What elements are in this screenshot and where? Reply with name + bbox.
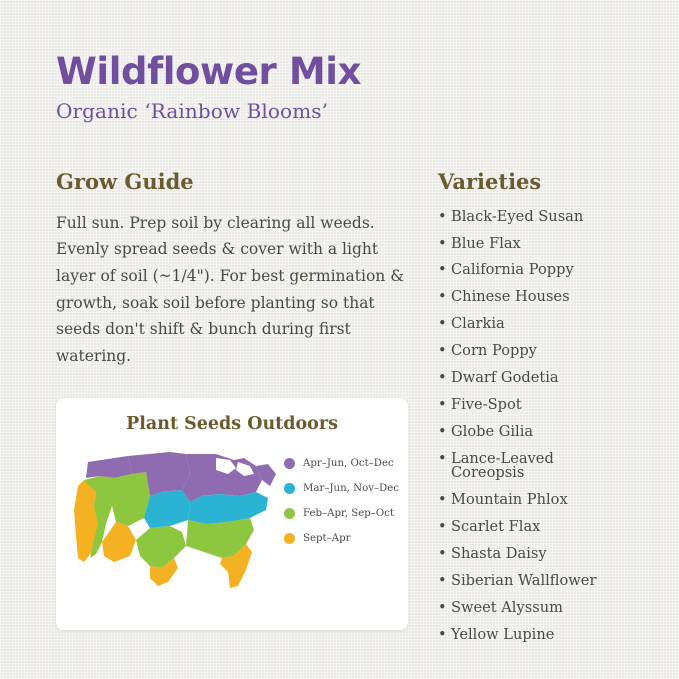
list-item: • Siberian Wallflower: [438, 574, 623, 601]
planting-map-card: [56, 398, 408, 630]
list-item: • Blue Flax: [438, 237, 623, 264]
page-subtitle: Organic ‘Rainbow Blooms’: [56, 98, 329, 123]
legend-item: [284, 483, 399, 494]
list-item: • Chinese Houses: [438, 290, 623, 317]
legend-label: Sept–Apr: [303, 532, 351, 544]
legend-item: [284, 508, 399, 519]
content-columns: [56, 169, 623, 655]
legend-color-swatch-blue: [284, 483, 295, 494]
legend-label: Feb–Apr, Sep–Oct: [303, 507, 395, 519]
legend-label: Mar–Jun, Nov–Dec: [303, 482, 399, 494]
list-item: • California Poppy: [438, 263, 623, 290]
list-item: • Dwarf Godetia: [438, 371, 623, 398]
list-item: • Five-Spot: [438, 398, 623, 425]
legend-item: [284, 533, 399, 544]
page-title: Wildflower Mix: [56, 50, 362, 93]
legend-item: [284, 458, 399, 469]
list-item: • Lance-Leaved Coreopsis: [438, 452, 623, 493]
grow-guide-column: [56, 169, 408, 655]
legend-color-swatch-purple: [284, 458, 295, 469]
legend-color-swatch-yellow: [284, 533, 295, 544]
map-body: [56, 440, 408, 605]
grow-guide-body: Full sun. Prep soil by clearing all weeds. Evenly spread seeds & cover with a light layer of soil (~1/4"). For best germination & growth, soak soil before planting so that seeds don't shift & bunch during first watering.: [56, 213, 404, 365]
varieties-column: [408, 169, 623, 655]
list-item: • Scarlet Flax: [438, 520, 623, 547]
legend-label: Apr–Jun, Oct–Dec: [303, 457, 394, 469]
varieties-list: [438, 207, 623, 655]
list-item: • Globe Gilia: [438, 425, 623, 452]
list-item: • Shasta Daisy: [438, 547, 623, 574]
list-item: • Yellow Lupine: [438, 628, 623, 655]
list-item: • Corn Poppy: [438, 344, 623, 371]
grow-guide-heading: Grow Guide: [56, 168, 194, 194]
map-title: Plant Seeds Outdoors: [126, 413, 338, 434]
list-item: • Mountain Phlox: [438, 493, 623, 520]
varieties-heading: Varieties: [438, 168, 542, 194]
list-item: • Clarkia: [438, 317, 623, 344]
legend-color-swatch-green: [284, 508, 295, 519]
list-item: • Black-Eyed Susan: [438, 210, 623, 237]
map-legend: [280, 440, 399, 605]
usa-zone-map: [70, 440, 280, 605]
list-item: • Sweet Alyssum: [438, 601, 623, 628]
